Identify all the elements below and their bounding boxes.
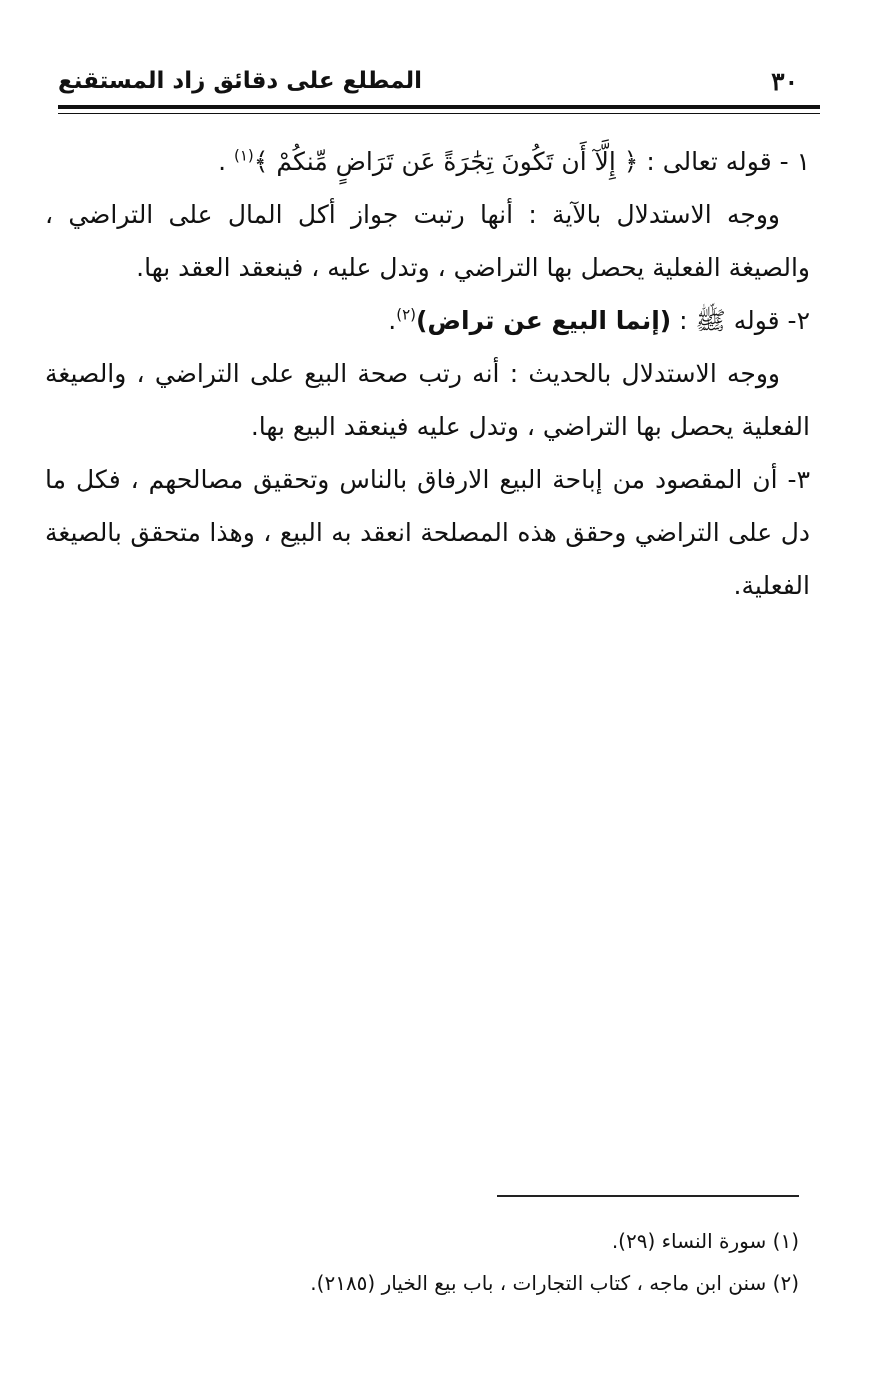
footnotes bbox=[79, 1220, 799, 1304]
paragraph-end: . bbox=[218, 147, 234, 176]
paragraph-hadith-evidence bbox=[45, 294, 810, 347]
paragraph-quranic-evidence bbox=[45, 135, 810, 188]
header-rule-thick bbox=[58, 105, 820, 109]
footnote-reference-2: (٢) bbox=[396, 305, 416, 324]
footnote-label: (١) bbox=[772, 1229, 799, 1253]
paragraph-end: . bbox=[388, 306, 397, 335]
paragraph-prefix: ١ - قوله تعالى : bbox=[638, 147, 810, 176]
running-header bbox=[58, 62, 818, 104]
paragraph-verse-reasoning: ووجه الاستدلال بالآية : أنها رتبت جواز أكل المال على التراضي ، والصيغة الفعلية يحصل بها التراضي ، وتدل عليه ، فينعقد العقد بها. bbox=[45, 200, 810, 282]
main-text bbox=[45, 135, 810, 612]
hadith-text: (إنما البيع عن تراض) bbox=[416, 306, 672, 335]
footnote-reference-1: (١) bbox=[233, 146, 254, 165]
book-title: المطلع على دقائق زاد المستقنع bbox=[58, 68, 423, 94]
header-rule-thin bbox=[58, 113, 820, 114]
footnote-text: سورة النساء (٢٩). bbox=[611, 1229, 773, 1253]
paragraph-hadith-reasoning: ووجه الاستدلال بالحديث : أنه رتب صحة البيع على التراضي ، والصيغة الفعلية يحصل بها التراضي ، وتدل عليه فينعقد البيع بها. bbox=[45, 359, 810, 441]
paragraph-prefix: ٢- قوله ﷺ : bbox=[671, 306, 810, 335]
page-number: ٣٠ bbox=[771, 67, 798, 96]
footnote-text: سنن ابن ماجه ، كتاب التجارات ، باب بيع الخيار (٢١٨٥). bbox=[310, 1271, 773, 1295]
footnote-label: (٢) bbox=[772, 1271, 799, 1295]
footnote-separator bbox=[497, 1195, 799, 1197]
footnote-item bbox=[79, 1220, 799, 1262]
quran-verse: ﴿ إِلَّآ أَن تَكُونَ تِجَٰرَةً عَن تَرَاضٍ مِّنكُمْ ﴾ bbox=[253, 147, 639, 176]
footnote-item bbox=[79, 1262, 799, 1304]
paragraph-purpose-of-sale: ٣- أن المقصود من إباحة البيع الارفاق بالناس وتحقيق مصالحهم ، فكل ما دل على التراضي وحقق هذه المصلحة انعقد به البيع ، وهذا متحقق بالصيغة الفعلية. bbox=[45, 465, 810, 600]
